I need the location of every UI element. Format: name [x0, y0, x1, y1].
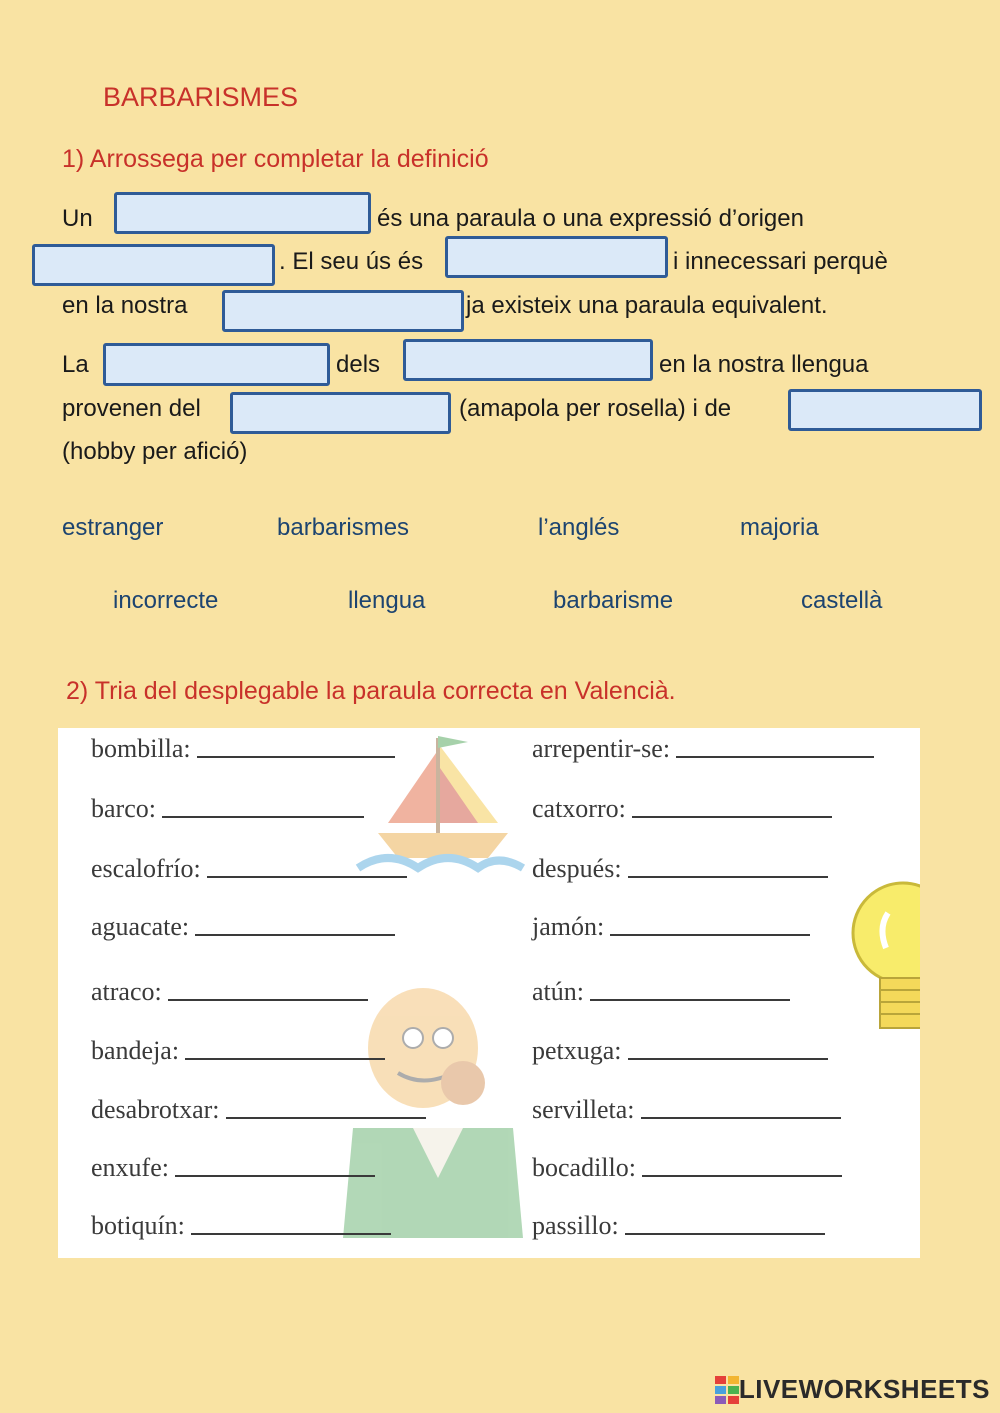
text-fragment: i innecessari perquè: [673, 248, 888, 275]
answer-dropdown[interactable]: [590, 999, 790, 1001]
text-fragment: (amapola per rosella) i de: [459, 395, 732, 422]
vocab-row-left: [91, 977, 368, 1007]
word-chip[interactable]: l’anglés: [538, 514, 620, 541]
text-fragment: (hobby per afició): [62, 438, 248, 465]
vocab-word: atún:: [532, 977, 584, 1006]
vocab-row-left: [91, 734, 395, 764]
vocab-row-right: [532, 854, 828, 884]
vocab-word: bocadillo:: [532, 1153, 636, 1182]
vocab-word: jamón:: [532, 912, 605, 941]
answer-dropdown[interactable]: [642, 1175, 842, 1177]
word-chip[interactable]: barbarisme: [553, 587, 674, 614]
vocab-row-right: [532, 1211, 825, 1241]
text-fragment: La: [62, 351, 89, 378]
vocab-word: barco:: [91, 794, 156, 823]
word-chip[interactable]: barbarismes: [277, 514, 410, 541]
answer-dropdown[interactable]: [632, 816, 832, 818]
drop-box-6[interactable]: [403, 339, 653, 381]
answer-dropdown[interactable]: [628, 876, 828, 878]
answer-dropdown[interactable]: [641, 1117, 841, 1119]
word-chip[interactable]: estranger: [62, 514, 164, 541]
answer-dropdown[interactable]: [625, 1233, 825, 1235]
answer-dropdown[interactable]: [175, 1175, 375, 1177]
vocab-row-right: [532, 794, 832, 824]
page-title: BARBARISMES: [103, 82, 299, 112]
vocab-word: desabrotxar:: [91, 1095, 220, 1124]
drop-box-1[interactable]: [114, 192, 371, 234]
vocab-word: bandeja:: [91, 1036, 180, 1065]
vocab-word: servilleta:: [532, 1095, 635, 1124]
brand-name: LIVEWORKSHEETS: [738, 1374, 990, 1404]
answer-dropdown[interactable]: [207, 876, 407, 878]
text-fragment: provenen del: [62, 395, 201, 422]
vocab-row-right: [532, 1036, 828, 1066]
vocab-word: arrepentir-se:: [532, 734, 671, 763]
answer-dropdown[interactable]: [610, 934, 810, 936]
vocab-row-left: [91, 1211, 391, 1241]
vocabulary-panel: [58, 728, 920, 1258]
drop-box-5[interactable]: [103, 343, 330, 386]
light-bulb-illustration: [848, 878, 920, 1058]
text-fragment: en la nostra: [62, 292, 188, 319]
vocab-row-left: [91, 854, 407, 884]
vocab-row-left: [91, 1153, 375, 1183]
text-fragment: en la nostra llengua: [659, 351, 869, 378]
answer-dropdown[interactable]: [168, 999, 368, 1001]
vocab-row-right: [532, 912, 810, 942]
answer-dropdown[interactable]: [185, 1058, 385, 1060]
vocab-word: passillo:: [532, 1211, 619, 1240]
drop-box-4[interactable]: [222, 290, 464, 332]
drop-box-2[interactable]: [32, 244, 275, 286]
text-fragment: ja existeix una paraula equivalent.: [466, 292, 828, 319]
word-chip[interactable]: castellà: [801, 587, 883, 614]
text-fragment: . El seu ús és: [279, 248, 424, 275]
vocab-row-left: [91, 794, 364, 824]
vocab-row-left: [91, 912, 395, 942]
vocab-row-left: [91, 1095, 426, 1125]
vocab-word: atraco:: [91, 977, 162, 1006]
vocab-word: botiquín:: [91, 1211, 185, 1240]
word-chip[interactable]: incorrecte: [113, 587, 219, 614]
vocab-row-right: [532, 977, 790, 1007]
drop-box-3[interactable]: [445, 236, 668, 278]
drop-box-8[interactable]: [788, 389, 982, 431]
liveworksheets-logo: [715, 1374, 990, 1405]
text-fragment: és una paraula o una expressió d’origen: [377, 205, 804, 232]
vocab-word: enxufe:: [91, 1153, 169, 1182]
vocab-word: escalofrío:: [91, 854, 201, 883]
answer-dropdown[interactable]: [226, 1117, 426, 1119]
vocab-word: después:: [532, 854, 622, 883]
drop-box-7[interactable]: [230, 392, 451, 434]
section-2-heading: 2) Tria del desplegable la paraula correcta en Valencià.: [66, 677, 676, 705]
answer-dropdown[interactable]: [162, 816, 364, 818]
answer-dropdown[interactable]: [628, 1058, 828, 1060]
section-1-heading: 1) Arrossega per completar la definició: [62, 145, 489, 173]
vocab-row-right: [532, 1095, 841, 1125]
text-fragment: dels: [336, 351, 381, 378]
text-fragment: Un: [62, 205, 93, 232]
answer-dropdown[interactable]: [195, 934, 395, 936]
logo-icon: [715, 1376, 739, 1404]
vocab-row-right: [532, 1153, 842, 1183]
answer-dropdown[interactable]: [191, 1233, 391, 1235]
answer-dropdown[interactable]: [676, 756, 874, 758]
vocab-word: petxuga:: [532, 1036, 622, 1065]
answer-dropdown[interactable]: [197, 756, 395, 758]
word-chip[interactable]: majoria: [740, 514, 819, 541]
vocab-word: aguacate:: [91, 912, 190, 941]
vocab-word: bombilla:: [91, 734, 191, 763]
word-chip[interactable]: llengua: [348, 587, 426, 614]
vocab-row-right: [532, 734, 874, 764]
vocab-word: catxorro:: [532, 794, 626, 823]
vocab-row-left: [91, 1036, 385, 1066]
